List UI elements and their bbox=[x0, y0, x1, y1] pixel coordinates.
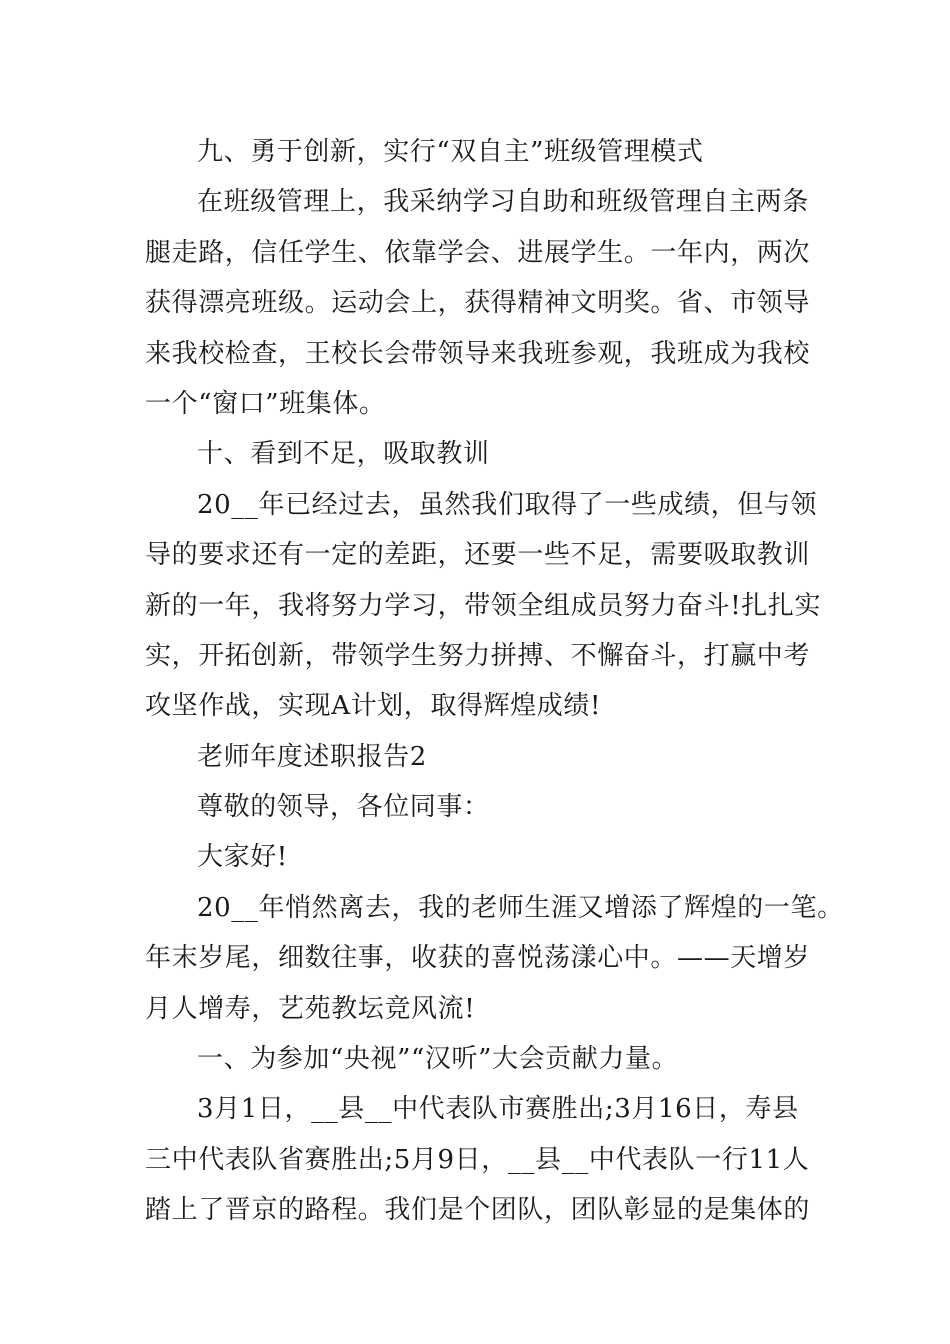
text-line: 20__年已经过去，虽然我们取得了一些成绩，但与领 bbox=[197, 489, 818, 520]
text-line: 三中代表队省赛胜出;5月9日，__县__中代表队一行11人 bbox=[145, 1144, 810, 1175]
text-line: 老师年度述职报告2 bbox=[197, 741, 427, 772]
text-line: 尊敬的领导，各位同事： bbox=[197, 792, 490, 823]
text-line: 3月1日，__县__中代表队市赛胜出;3月16日，寿县 bbox=[197, 1094, 799, 1125]
text-line: 获得漂亮班级。运动会上，获得精神文明奖。省、市领导 bbox=[145, 288, 811, 319]
text-line: 攻坚作战，实现A计划，取得辉煌成绩! bbox=[145, 691, 602, 722]
text-line: 腿走路，信任学生、依靠学会、进展学生。一年内，两次 bbox=[145, 237, 811, 268]
text-line: 一个“窗口”班集体。 bbox=[145, 388, 386, 419]
text-line: 导的要求还有一定的差距，还要一些不足，需要吸取教训 bbox=[145, 540, 811, 571]
text-line: 来我校检查，王校长会带领导来我班参观，我班成为我校 bbox=[145, 338, 811, 369]
text-line: 十、看到不足，吸取教训 bbox=[197, 439, 490, 470]
document-page bbox=[145, 127, 844, 1236]
text-line: 新的一年，我将努力学习，带领全组成员努力奋斗!扎扎实 bbox=[145, 590, 822, 621]
text-line: 实，开拓创新，带领学生努力拼搏、不懈奋斗，打赢中考 bbox=[145, 640, 811, 671]
text-line: 踏上了晋京的路程。我们是个团队，团队彰显的是集体的 bbox=[145, 1195, 811, 1226]
text-line: 大家好! bbox=[197, 842, 288, 873]
text-line: 在班级管理上，我采纳学习自助和班级管理自主两条 bbox=[197, 187, 809, 218]
text-line: 一、为参加“央视”“汉听”大会贡献力量。 bbox=[197, 1044, 679, 1075]
text-line: 20__年悄然离去，我的老师生涯又增添了辉煌的一笔。 bbox=[197, 892, 844, 923]
text-line: 月人增寿，艺苑教坛竞风流! bbox=[145, 993, 476, 1024]
text-line: 九、勇于创新，实行“双自主”班级管理模式 bbox=[197, 137, 704, 167]
text-line: 年末岁尾，细数往事，收获的喜悦荡漾心中。——天增岁 bbox=[145, 943, 811, 974]
